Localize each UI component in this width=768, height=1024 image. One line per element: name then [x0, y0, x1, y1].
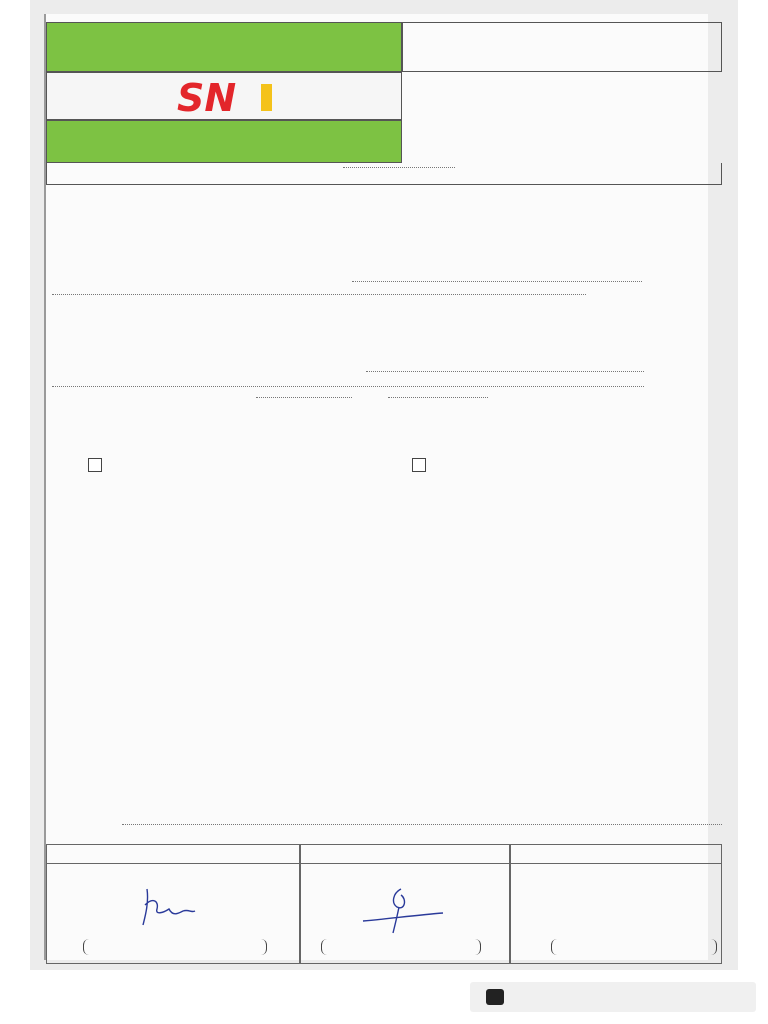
svg-text:SN: SN [177, 76, 237, 117]
camscanner-icon [486, 989, 504, 1005]
camscanner-badge [470, 982, 756, 1012]
giver-name-bracket [83, 939, 267, 955]
reason-line-2 [52, 386, 644, 387]
giver-signature-box [46, 844, 300, 964]
title-cell [402, 22, 722, 72]
receiver-signature-box [300, 844, 510, 964]
divider [301, 863, 509, 864]
acknowledger-signature-box [510, 844, 722, 964]
sni-logo [177, 75, 275, 117]
scanned-page [30, 0, 738, 970]
divider [511, 863, 721, 864]
date-value-a [256, 397, 352, 398]
giver-signature [139, 883, 199, 931]
handover-line [52, 294, 586, 295]
receiver-name-bracket [321, 939, 481, 955]
number-value [343, 167, 455, 168]
reason-line [366, 371, 644, 372]
hard-copy-checkbox[interactable] [88, 458, 102, 472]
date-value-b [388, 397, 488, 398]
divider [47, 863, 299, 864]
handover-value [352, 268, 642, 282]
acknowledger-name-bracket [551, 939, 717, 955]
company-cell [46, 120, 402, 163]
logo-cell [46, 72, 402, 120]
form-sheet [44, 14, 708, 960]
number-row [46, 163, 722, 185]
receiver-signature [357, 885, 447, 941]
formulir-cell [46, 22, 402, 72]
soft-copy-checkbox[interactable] [412, 458, 426, 472]
keterangan-line [122, 824, 722, 825]
